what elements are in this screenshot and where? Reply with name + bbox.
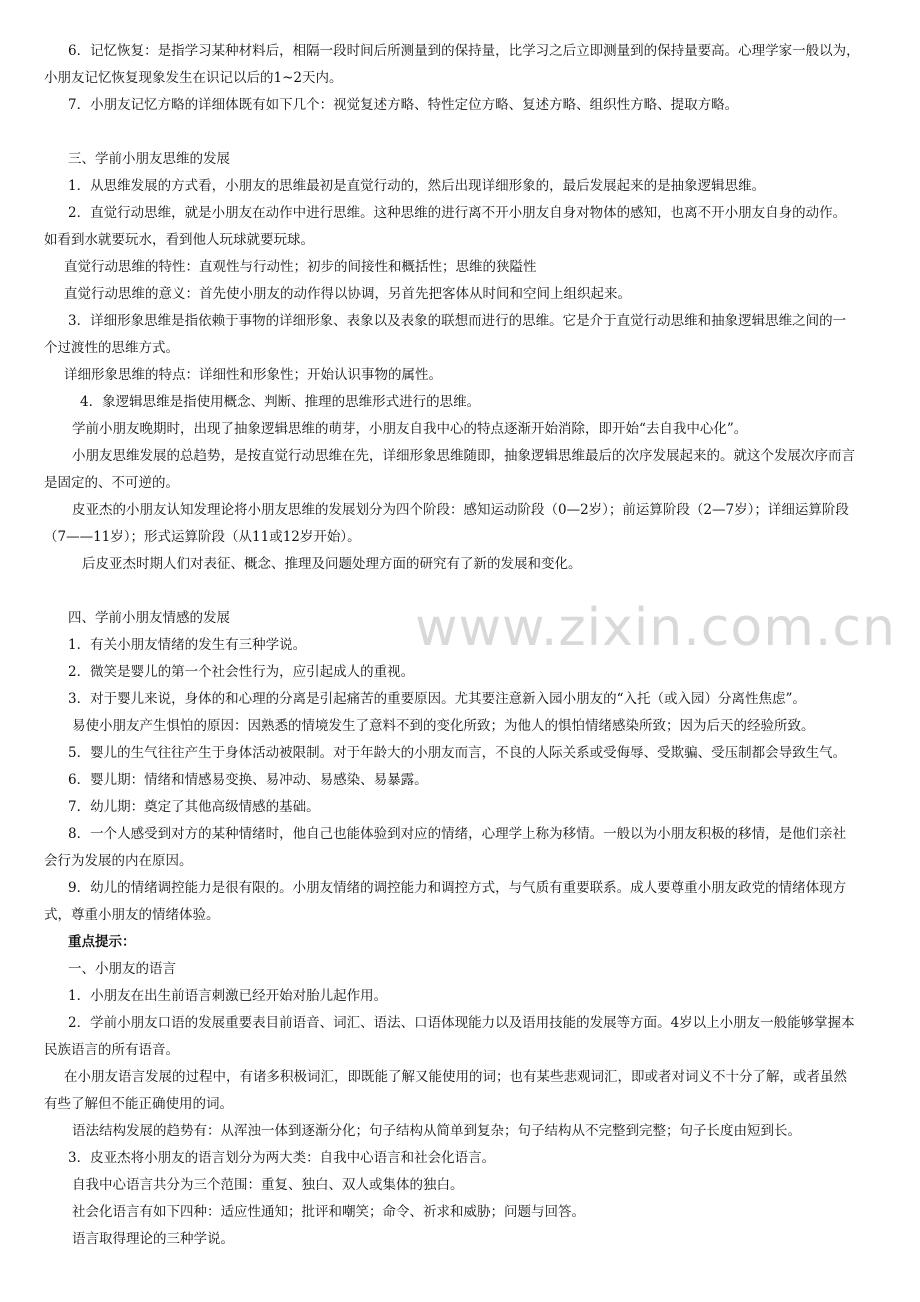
emotion-p3: 3．对于婴儿来说，身体的和心理的分离是引起痛苦的重要原因。尤其要注意新入园小朋友的“入托（或入园）分离性焦虑”。 <box>68 691 806 707</box>
thinking-p3-traits: 详细形象思维的特点：详细性和形象性；开始认识事物的属性。 <box>64 367 442 383</box>
language-p3: 3．皮亚杰将小朋友的语言划分为两大类：自我中心语言和社会化语言。 <box>68 1150 496 1166</box>
language-grammar: 语法结构发展的趋势有：从浑浊一体到逐渐分化；句子结构从简单到复杂；句子结构从不完整到完整；句子长度由短到长。 <box>72 1123 801 1139</box>
memory-p6-line2: 小朋友记忆恢复现象发生在识记以后的1~2天内。 <box>44 70 343 86</box>
thinking-p3-line1: 3．详细形象思维是指依赖于事物的详细形象、表象以及表象的联想而进行的思维。它是介于直觉行动思维和抽象逻辑思维之间的一 <box>68 313 847 329</box>
memory-p6-line1: 6．记忆恢复：是指学习某种材料后，相隔一段时间后所测量到的保持量，比学习之后立即测量到的保持量要高。心理学家一般以为， <box>68 43 860 59</box>
thinking-traits: 直觉行动思维的特性：直观性与行动性；初步的间接性和概括性；思维的狭隘性 <box>64 259 537 275</box>
document-page <box>44 38 880 1253</box>
language-p2-line2: 民族语言的所有语音。 <box>44 1042 179 1058</box>
watermark: www.zixin.com.cn <box>415 598 896 658</box>
thinking-p2-line1: 2．直觉行动思维，就是小朋友在动作中进行思维。这种思维的进行离不开小朋友自身对物体的感知，也离不开小朋友自身的动作。 <box>68 205 847 221</box>
language-social: 社会化语言有如下四种：适应性通知；批评和嘲笑；命令、祈求和威胁；问题与回答。 <box>72 1204 585 1220</box>
memory-p7: 7．小朋友记忆方略的详细体既有如下几个：视觉复述方略、特性定位方略、复述方略、组织性方略、提取方略。 <box>68 97 739 113</box>
thinking-trend-line1: 小朋友思维发展的总趋势，是按直觉行动思维在先，详细形象思维随即，抽象逻辑思维最后的次序发展起来的。就这个发展次序而言 <box>72 448 855 464</box>
language-theories: 语言取得理论的三种学说。 <box>72 1231 234 1247</box>
emotion-p8-line1: 8．一个人感受到对方的某种情绪时，他自己也能体验到对应的情绪，心理学上称为移情。一般以为小朋友积极的移情，是他们亲社 <box>68 826 847 842</box>
language-heading: 一、小朋友的语言 <box>68 961 176 977</box>
thinking-piaget-line2: （7——11岁）；形式运算阶段（从11或12岁开始）。 <box>44 529 361 545</box>
emotion-p1: 1．有关小朋友情绪的发生有三种学说。 <box>68 637 307 653</box>
thinking-late: 学前小朋友晚期时，出现了抽象逻辑思维的萌芽，小朋友自我中心的特点逐渐开始消除，即开始“去自我中心化”。 <box>72 421 748 437</box>
thinking-trend-line2: 是固定的、不可逆的。 <box>44 475 179 491</box>
emotion-p5: 5．婴儿的生气往往产生于身体活动被限制。对于年龄大的小朋友而言，不良的人际关系或受侮辱、受欺骗、受压制都会导致生气。 <box>68 745 847 761</box>
emotion-p2: 2．微笑是婴儿的第一个社会性行为，应引起成人的重视。 <box>68 664 415 680</box>
language-p1: 1．小朋友在出生前语言刺激已经开始对胎儿起作用。 <box>68 988 388 1004</box>
emotion-p9-line2: 式，尊重小朋友的情绪体验。 <box>44 907 220 923</box>
thinking-p3-line2: 个过渡性的思维方式。 <box>44 340 179 356</box>
key-points-label: 重点提示： <box>68 934 136 950</box>
thinking-p4: 4．象逻辑思维是指使用概念、判断、推理的思维形式进行的思维。 <box>80 394 481 410</box>
language-p2-line1: 2．学前小朋友口语的发展重要表目前语音、词汇、语法、口语体现能力以及语用技能的发展等方面。4岁以上小朋友一般能够掌握本 <box>68 1015 855 1031</box>
emotion-p6: 6．婴儿期：情绪和情感易变换、易冲动、易感染、易暴露。 <box>68 772 428 788</box>
emotion-p9-line1: 9．幼儿的情绪调控能力是很有限的。小朋友情绪的调控能力和调控方式，与气质有重要联系。成人要尊重小朋友政党的情绪体现方 <box>68 880 847 896</box>
thinking-piaget-line1: 皮亚杰的小朋友认知发理论将小朋友思维的发展划分为四个阶段：感知运动阶段（0—2岁）；前运算阶段（2—7岁）；详细运算阶段 <box>72 502 849 518</box>
emotion-p7: 7．幼儿期：奠定了其他高级情感的基础。 <box>68 799 320 815</box>
language-egocentric: 自我中心语言共分为三个范围：重复、独白、双人或集体的独白。 <box>72 1177 464 1193</box>
thinking-p2-line2: 如看到水就要玩水，看到他人玩球就要玩球。 <box>44 232 314 248</box>
emotion-p8-line2: 会行为发展的内在原因。 <box>44 853 193 869</box>
language-vocab-line1: 在小朋友语言发展的过程中，有诸多积极词汇，即既能了解又能使用的词；也有某些悲观词汇，即或者对词义不十分了解，或者虽然 <box>64 1069 847 1085</box>
emotion-heading: 四、学前小朋友情感的发展 <box>68 610 230 626</box>
language-vocab-line2: 有些了解但不能正确使用的词。 <box>44 1096 233 1112</box>
thinking-meaning: 直觉行动思维的意义：首先使小朋友的动作得以协调，另首先把客体从时间和空间上组织起来。 <box>64 286 631 302</box>
thinking-p1: 1．从思维发展的方式看，小朋友的思维最初是直觉行动的，然后出现详细形象的，最后发展起来的是抽象逻辑思维。 <box>68 178 766 194</box>
thinking-heading: 三、学前小朋友思维的发展 <box>68 151 230 167</box>
thinking-post-piaget: 后皮亚杰时期人们对表征、概念、推理及问题处理方面的研究有了新的发展和变化。 <box>82 556 582 572</box>
emotion-fear: 易使小朋友产生惧怕的原因：因熟悉的情境发生了意料不到的变化所致；为他人的惧怕情绪感染所致；因为后天的经验所致。 <box>72 718 815 734</box>
